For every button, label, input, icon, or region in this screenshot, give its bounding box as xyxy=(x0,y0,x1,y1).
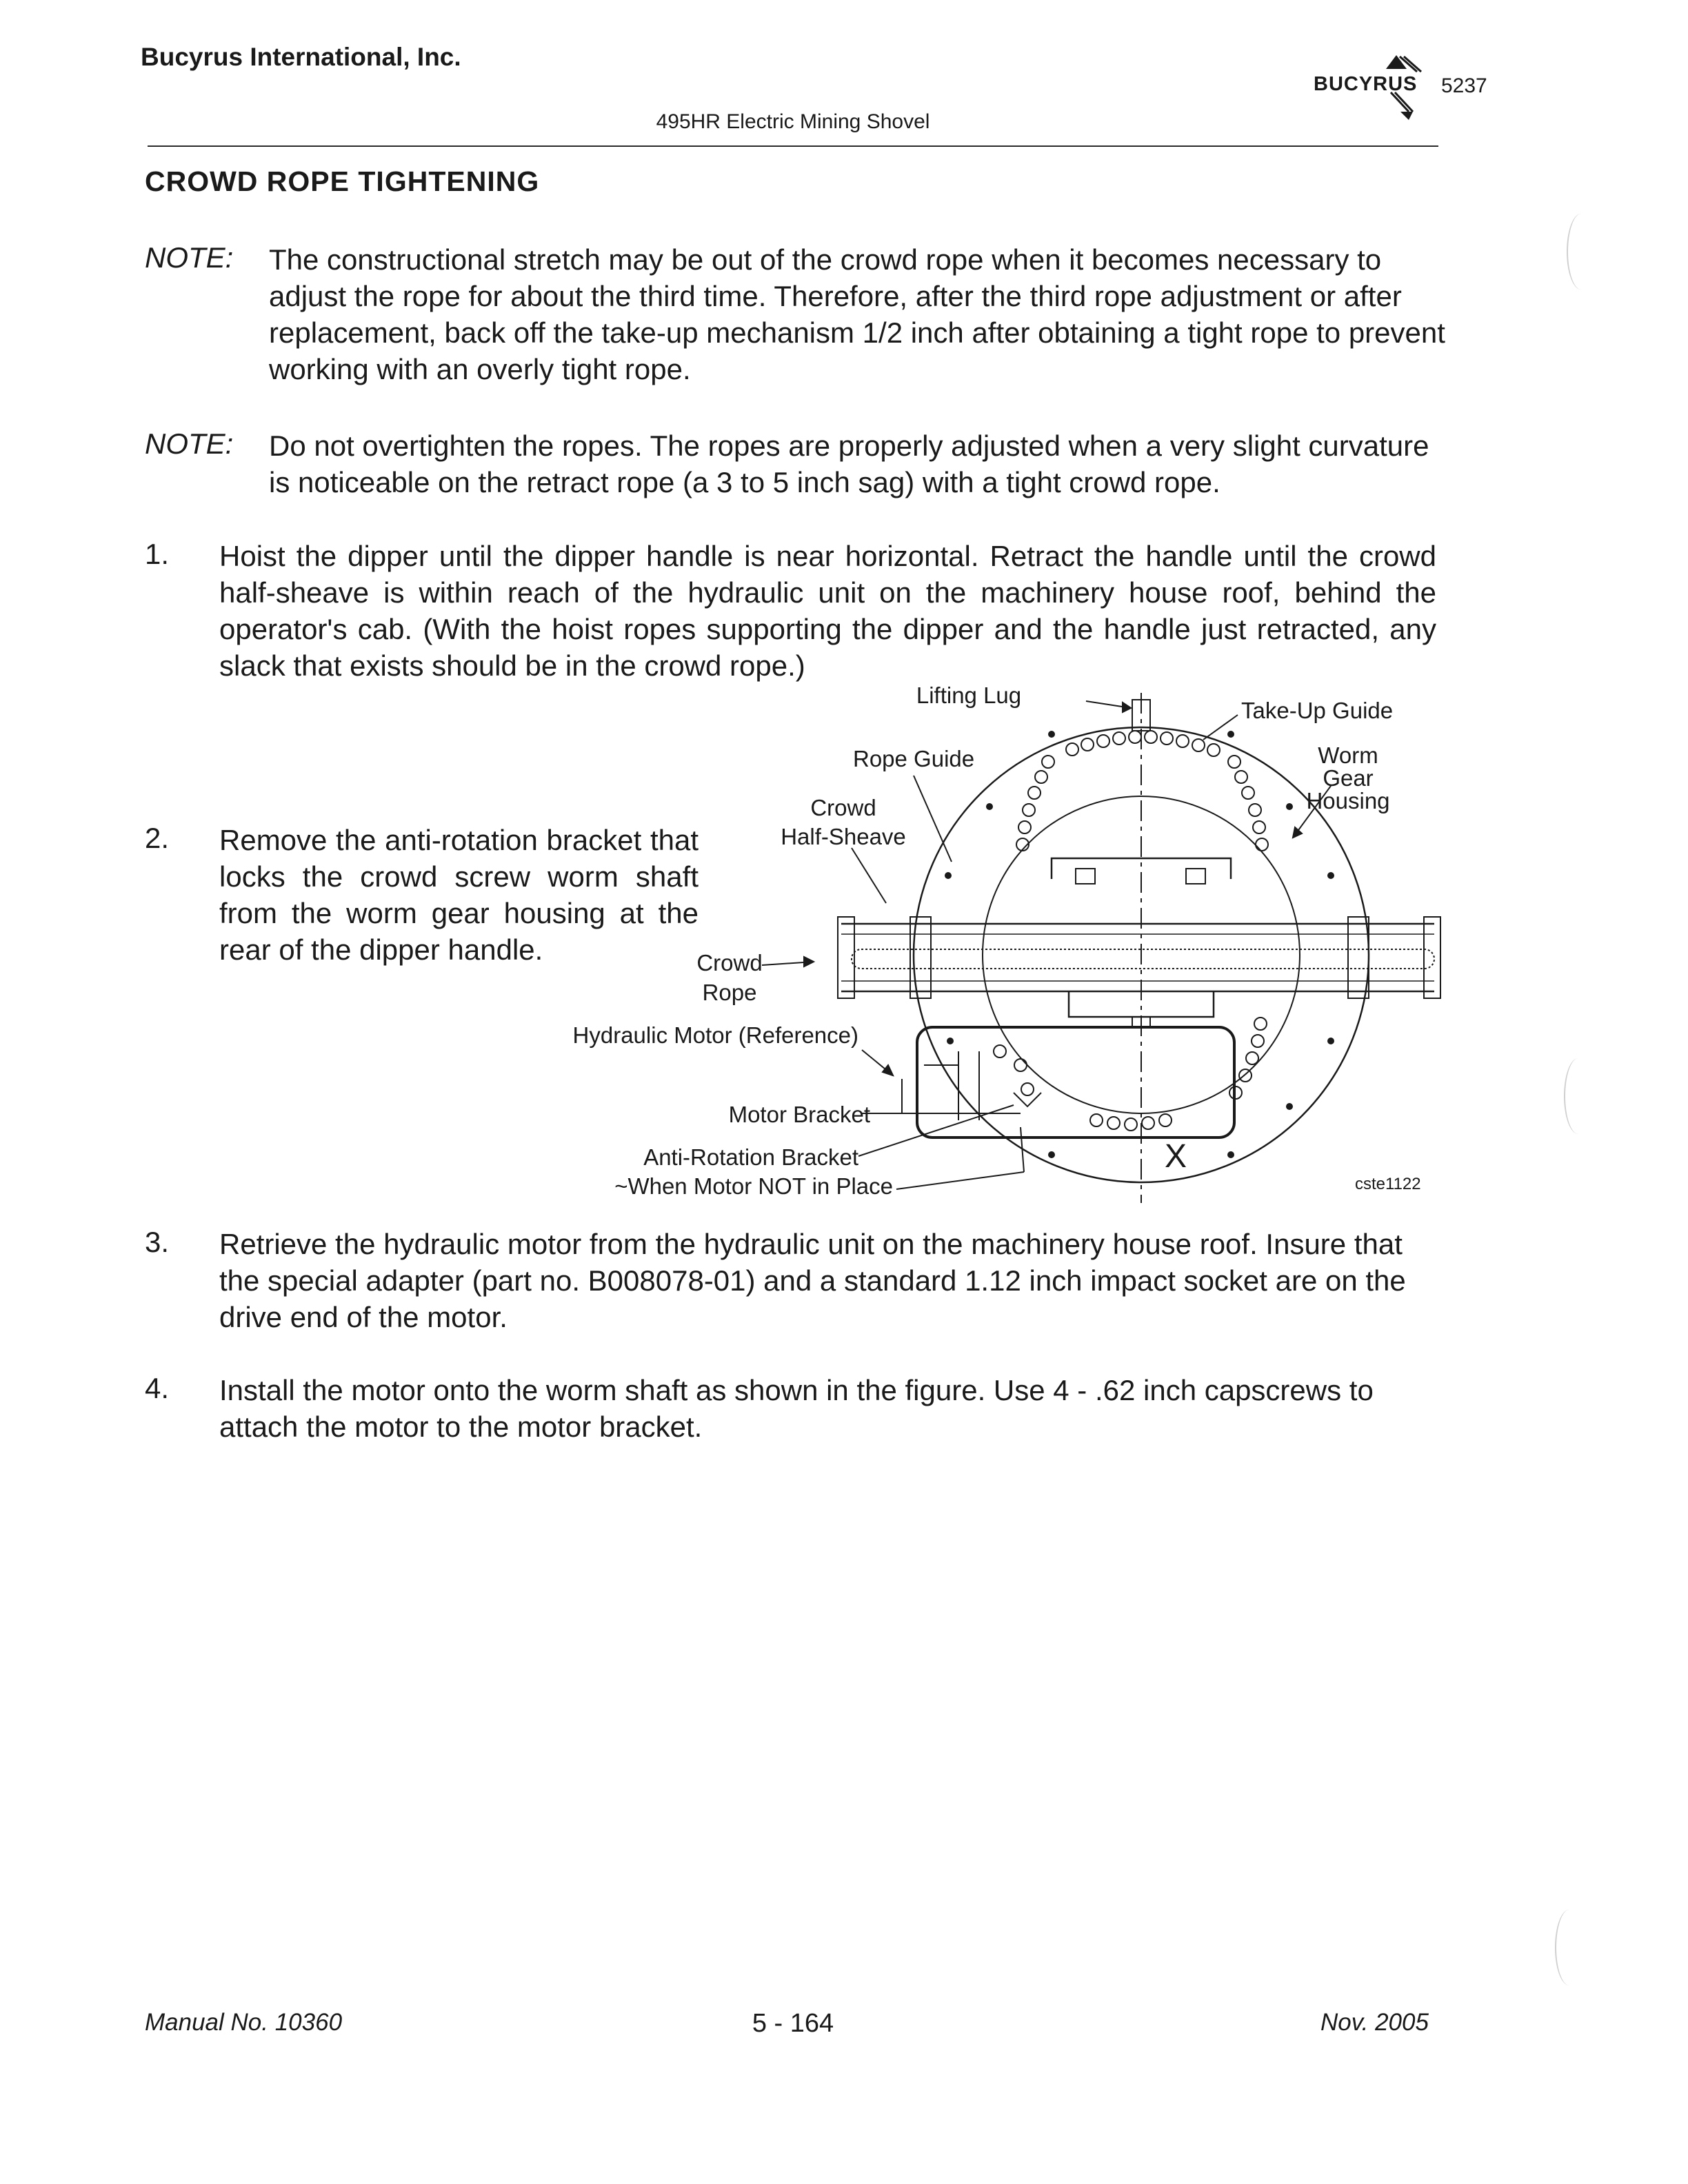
section-title: CROWD ROPE TIGHTENING xyxy=(145,165,540,197)
bolt-holes-upper xyxy=(1016,731,1268,851)
step-number: 3. xyxy=(145,1226,170,1258)
label-crowd-rope-2: Rope xyxy=(702,980,757,1005)
manual-number: Manual No. 10360 xyxy=(145,2009,343,2036)
left-guide-block xyxy=(838,917,854,998)
step-text: Hoist the dipper until the dipper handle is near horizontal. Retract the handle until the crowd half-sheave is within reach of the hydraulic unit on the machinery house roof, behind the operator's cab. (With the hoist ropes supporting the dipper and the handle just retracted, any slack that exists should be in the crowd rope.) xyxy=(219,540,1436,682)
step-number: 1. xyxy=(145,538,170,570)
document-title: 495HR Electric Mining Shovel xyxy=(656,110,930,133)
label-half-sheave: Half-Sheave xyxy=(781,824,906,849)
label-housing: Housing xyxy=(1306,788,1390,813)
outer-ring-dots xyxy=(945,731,1334,1158)
right-guide-block xyxy=(1424,917,1440,998)
note-text: Do not overtighten the ropes. The ropes are properly adjusted when a very slight curvature is noticeable on the retract rope (a 3 to 5 inch sag) with a tight crowd rope. xyxy=(269,429,1429,498)
label-figure-id: cste1122 xyxy=(1355,1175,1421,1193)
label-hydraulic-motor: Hydraulic Motor (Reference) xyxy=(572,1022,858,1048)
label-rope-guide: Rope Guide xyxy=(853,746,975,771)
label-anti-rotation-1: Anti-Rotation Bracket xyxy=(643,1144,858,1170)
step-text: Retrieve the hydraulic motor from the hydraulic unit on the machinery house roof. Insure that the special adapter (part no. B008078-01) and a standard 1.12 inch impact socket are on the drive end of the motor. xyxy=(219,1228,1406,1333)
step-number: 4. xyxy=(145,1372,170,1404)
step-text: Remove the anti-rotation bracket that locks the crowd screw worm shaft from the worm gear housing at the rear of the dipper handle. xyxy=(219,824,699,966)
note-label: NOTE: xyxy=(145,241,234,274)
page-number: 5 - 164 xyxy=(752,2009,834,2038)
label-anti-rotation-2: ~When Motor NOT in Place xyxy=(614,1173,893,1199)
crowd-rope xyxy=(852,949,1434,969)
company-name: Bucyrus International, Inc. xyxy=(141,43,461,71)
binder-hole-mark xyxy=(1564,1058,1593,1134)
label-worm: Worm xyxy=(1318,742,1378,768)
label-gear: Gear xyxy=(1323,765,1374,791)
binder-hole-mark xyxy=(1567,214,1596,290)
label-take-up-guide: Take-Up Guide xyxy=(1241,698,1394,723)
label-crowd: Crowd xyxy=(810,795,876,820)
binder-hole-mark xyxy=(1555,1910,1584,1985)
label-crowd-rope-1: Crowd xyxy=(696,950,763,975)
note-label: NOTE: xyxy=(145,427,234,460)
step-text: Install the motor onto the worm shaft as shown in the figure. Use 4 - .62 inch capscrews to attach the motor to the motor bracket. xyxy=(219,1374,1374,1443)
header-divider xyxy=(148,145,1438,147)
step-number: 2. xyxy=(145,822,170,854)
publication-date: Nov. 2005 xyxy=(1320,2009,1429,2036)
note-text: The constructional stretch may be out of the crowd rope when it becomes necessary to adjust the rope for about the third time. Therefore, after the third rope adjustment or after replacement, back off the take-up mechanism 1/2 inch after obtaining a tight rope to prevent working with an overly tight rope. xyxy=(269,243,1445,385)
logo-brand-text: BUCYRUS xyxy=(1314,73,1418,95)
label-lifting-lug: Lifting Lug xyxy=(916,682,1022,708)
crowd-takeup-figure xyxy=(538,679,1441,1210)
label-marker-x: X xyxy=(1164,1138,1187,1175)
document-number: 5237 xyxy=(1441,74,1487,97)
label-motor-bracket: Motor Bracket xyxy=(728,1102,870,1127)
